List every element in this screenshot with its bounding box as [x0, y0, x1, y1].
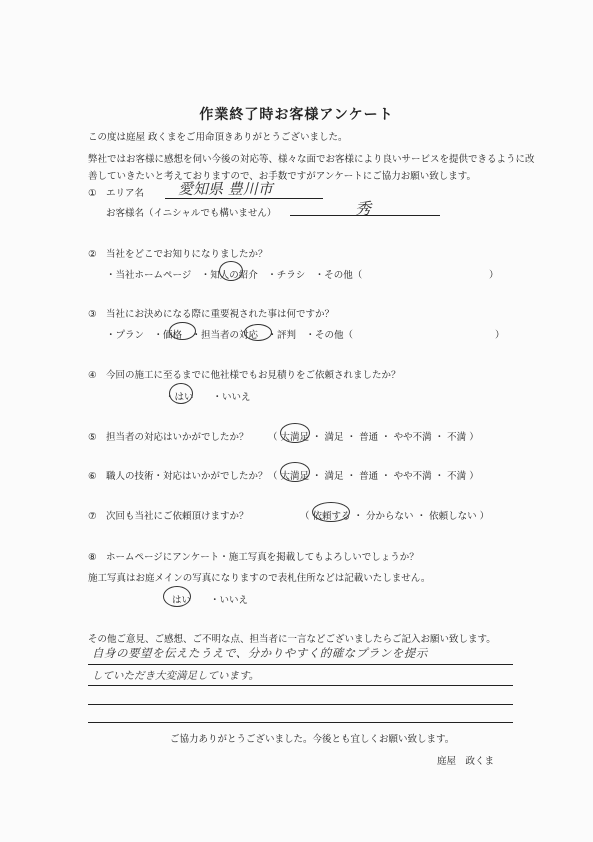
comments-line-1[interactable]: 自身の要望を伝えたうえで、分かりやすく的確なプランを提示: [92, 646, 428, 660]
q3-text: 当社にお決めになる際に重要視された事は何ですか？: [106, 309, 335, 320]
q6-number: ⑥: [88, 471, 97, 482]
page-title: 作業終了時お客様アンケート: [199, 107, 394, 123]
q5-options: （ 大満足 ・ 満足 ・ 普通 ・ やや不満 ・ 不満 ）: [268, 432, 479, 443]
q2-close-paren: ）: [489, 270, 499, 281]
q1-name-label: お客様名（イニシャルでも構いません）: [106, 208, 277, 219]
intro-line-3: 善していきたいと考えておりますので、お手数ですがアンケートにご協力お願い致します。: [88, 171, 476, 182]
q6-question: [88, 468, 268, 482]
q2-options: ・当社ホームページ ・知人の紹介 ・チラシ ・その他（: [106, 270, 363, 281]
q7-options: （ 依頼する ・ 分からない ・ 依頼しない ）: [300, 511, 490, 522]
signature: 庭屋 政くま: [437, 756, 495, 767]
comments-rule-2: [88, 685, 513, 686]
q8-question: [88, 549, 419, 563]
q3-number: ③: [88, 309, 97, 320]
q3-options: ・プラン ・価格 ・担当者の対応 ・評判 ・その他（: [106, 330, 354, 341]
q5-question: [88, 429, 249, 443]
intro-line-2: 弊社ではお客様に感想を伺い今後の対応等、様々な面でお客様により良いサービスを提供できるように改: [88, 154, 535, 165]
q4-options: ・はい ・いいえ: [165, 392, 251, 403]
q6-selected-circle[interactable]: [280, 462, 310, 482]
q8-number: ⑧: [88, 552, 97, 563]
q1-row: [88, 185, 144, 199]
q4-selected-circle[interactable]: [169, 383, 193, 404]
q7-question: [88, 508, 249, 522]
q8-options: はい ・いいえ: [172, 595, 249, 606]
comments-rule-1: [88, 664, 513, 665]
q5-selected-circle[interactable]: [280, 423, 310, 443]
q2-text: 当社をどこでお知りになりましたか？: [106, 249, 268, 260]
q2-selected-circle[interactable]: [219, 261, 243, 281]
q1-name-underline: [290, 215, 440, 216]
comments-line-2[interactable]: していただき大変満足しています。: [92, 670, 260, 682]
q8-note: 施工写真はお庭メインの写真になりますので表札住所などは記載いたしません。: [88, 573, 431, 584]
q4-number: ④: [88, 370, 97, 381]
q3-close-paren: ）: [495, 330, 505, 341]
q3-selected-circle-2[interactable]: [244, 324, 272, 341]
q2-question: [88, 246, 268, 260]
q1-name-answer[interactable]: 秀: [355, 199, 372, 218]
q1-area-underline: [165, 198, 323, 199]
q6-options: （ 大満足 ・ 満足 ・ 普通 ・ やや不満 ・ 不満 ）: [268, 471, 479, 482]
intro-line-1: この度は庭屋 政くまをご用命頂きありがとうございました。: [88, 132, 348, 143]
q1-number: ①: [88, 188, 97, 199]
q1-area-label: エリア名: [106, 188, 145, 199]
q3-selected-circle-1[interactable]: [169, 322, 196, 340]
q8-selected-circle[interactable]: [163, 586, 191, 607]
q7-text: 次回も当社にご依頼頂けますか？: [106, 511, 249, 522]
q7-selected-circle[interactable]: [312, 502, 350, 522]
q4-text: 今回の施工に至るまでに他社様でもお見積りをご依頼されましたか？: [106, 370, 401, 381]
q5-text: 担当者の対応はいかがでしたか？: [106, 432, 249, 443]
q7-number: ⑦: [88, 511, 97, 522]
q8-text: ホームページにアンケート・施工写真を掲載してもよろしいでしょうか？: [106, 552, 419, 563]
q3-question: [88, 306, 334, 320]
q5-number: ⑤: [88, 432, 97, 443]
q4-question: [88, 367, 401, 381]
thanks-message: ご協力ありがとうございました。今後とも宜しくお願い致します。: [170, 734, 455, 745]
comments-rule-4: [88, 722, 513, 723]
q1-area-answer[interactable]: 愛知県 豊川市: [178, 180, 273, 198]
q6-text: 職人の技術・対応はいかがでしたか？: [106, 471, 268, 482]
comments-prompt: その他ご意見、ご感想、ご不明な点、担当者に一言などございましたらご記入お願い致します。: [88, 634, 496, 645]
q2-number: ②: [88, 249, 97, 260]
comments-rule-3: [88, 704, 513, 705]
